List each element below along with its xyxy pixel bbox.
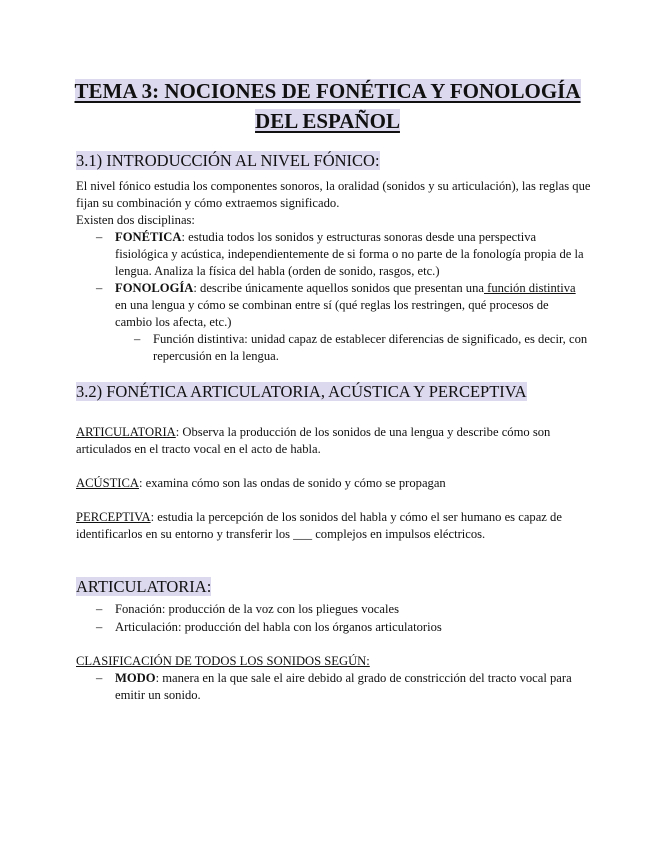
list-dash: – [134, 332, 141, 346]
intro-paragraph: El nivel fónico estudia los componentes sonoros, la oralidad (sonidos y su articulación), las reglas que fijan su combinación y cómo extraemos significado. [76, 179, 591, 210]
perceptiva-text: : estudia la percepción de los sonidos del habla y cómo el ser humano es capaz de identificarlos en su entorno y transferir los ___ complejos en impulsos eléctricos. [76, 510, 562, 541]
term-perceptiva: PERCEPTIVA [76, 510, 151, 524]
heading-articulatoria: ARTICULATORIA: [76, 577, 212, 596]
paragraph-acustica [76, 475, 596, 492]
clasificacion-heading: CLASIFICACIÓN DE TODOS LOS SONIDOS SEGÚN: [76, 654, 370, 668]
list-item-fonologia [96, 280, 587, 331]
fonetica-description: : estudia todos los sonidos y estructuras sonoras desde una perspectiva fisiológica y acústica, independientemente de si forma o no parte de la fonología propia de la lengua. Analiza la física del habla (orden de sonido, rasgos, etc.) [115, 230, 584, 278]
funcion-distintiva-term: función distintiva [484, 281, 576, 295]
acustica-text: : examina cómo son las ondas de sonido y cómo se propagan [138, 476, 446, 490]
paragraph-articulatoria [76, 424, 596, 458]
page-title [60, 76, 595, 136]
articulacion-text: Articulación: producción del habla con los órganos articulatorios [115, 620, 442, 634]
fonologia-description-1: : describe únicamente aquellos sonidos que presentan una [193, 281, 484, 295]
term-articulatoria: ARTICULATORIA [76, 425, 176, 439]
disciplines-line: Existen dos disciplinas: [76, 213, 195, 227]
list-item-articulacion [96, 619, 587, 636]
list-item-fonetica [96, 229, 587, 280]
term-fonologia: FONOLOGÍA [115, 281, 194, 295]
term-acustica: ACÚSTICA [76, 476, 139, 490]
modo-text: : manera en la que sale el aire debido al grado de constricción del tracto vocal para emitir un sonido. [115, 671, 572, 702]
funcion-distintiva-text: Función distintiva: unidad capaz de establecer diferencias de significado, es decir, con repercusión en la lengua. [153, 332, 588, 363]
paragraph-perceptiva [76, 509, 596, 543]
heading-fonetica-tipos: 3.2) FONÉTICA ARTICULATORIA, ACÚSTICA Y PERCEPTIVA [76, 382, 527, 401]
title-line-2: DEL ESPAÑOL [255, 109, 400, 133]
list-dash: – [96, 230, 103, 244]
fonologia-description-2: en una lengua y cómo se combinan entre sí (qué reglas los restringen, qué procesos de cambio los afecta, etc.) [115, 298, 549, 329]
title-line-1: TEMA 3: NOCIONES DE FONÉTICA Y FONOLOGÍA [74, 79, 581, 103]
list-item-modo [96, 670, 587, 704]
term-fonetica: FONÉTICA [115, 230, 182, 244]
fonacion-text: Fonación: producción de la voz con los pliegues vocales [115, 602, 399, 616]
sub-item-funcion-distintiva [134, 331, 593, 365]
articulatoria-text: : Observa la producción de los sonidos de una lengua y describe cómo son articulados en el tracto vocal en el acto de habla. [76, 425, 551, 456]
heading-introduccion: 3.1) INTRODUCCIÓN AL NIVEL FÓNICO: [76, 151, 380, 170]
list-dash: – [96, 671, 103, 685]
list-dash: – [96, 281, 103, 295]
list-item-fonacion [96, 601, 587, 618]
list-dash: – [96, 620, 103, 634]
term-modo: MODO [115, 671, 156, 685]
list-dash: – [96, 602, 103, 616]
